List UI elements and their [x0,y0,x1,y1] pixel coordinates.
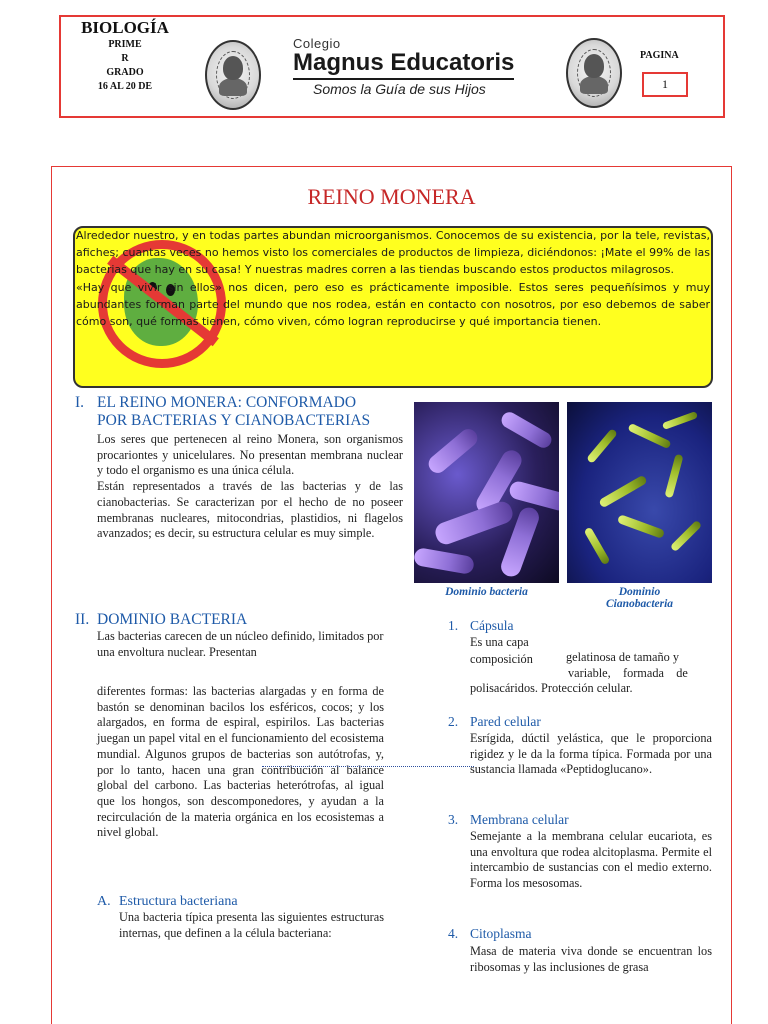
structure-1-line-2b: gelatinosa de tamaño y [566,650,680,664]
school-seal-left-icon [205,40,261,110]
section-1-heading-line-1: EL REINO MONERA: CONFORMADO [97,394,357,411]
section-1-body [97,432,403,542]
cyanobacteria-image [567,402,712,583]
structure-2-text: Esrígida, dúctil yelástica, que le proporciona rigidez y le da la forma típica. Formada por una sustancia llamada «Peptidoglucano». [470,731,712,777]
school-seal-right-icon [566,38,622,108]
school-prefix: Colegio [293,36,341,51]
grade-line-3: GRADO [106,67,144,78]
page-title: REINO MONERA [307,184,476,209]
school-name: Magnus Educatoris [293,49,514,80]
school-slogan: Somos la Guía de sus Hijos [313,81,486,97]
section-1-paragraph-2: Están representados a través de las bacterias y de las cianobacterias. Se caracterizan por el hecho de no poseer membranas nucleares, mitocondrias, plastidios, ni flagelos avanzados; es decir, su estructura celular es muy simple. [97,479,403,541]
structure-3-text: Semejante a la membrana celular eucariota, es una envoltura que rodea alcitoplasma. Permite el intercambio de sustancias con el medio externo. Forma los mesosomas. [470,829,712,891]
intro-paragraph-1: Alrededor nuestro, y en todas partes abundan microorganismos. Conocemos de su existencia, por la tele, revistas, afiches; cuantas veces no hemos visto los comerciales de productos de limpieza, diciéndonos: ¡Mate el 99% de las bacterias que hay en su casa! Y nuestras madres corren a las tiendas buscando estos productos milagrosos. [76,229,710,277]
intro-text [76,227,710,330]
subsection-a-heading: Estructura bacteriana [119,894,238,909]
subject-block [60,18,190,94]
structure-4-number: 4. [448,926,459,941]
section-1-paragraph-1: Los seres que pertenecen al reino Monera, son organismos procariontes y unicelulares. No presentan membrana nuclear y todo el organismo es una única célula. [97,432,403,478]
page-number: 1 [642,72,688,97]
subject-title: BIOLOGÍA [81,18,169,37]
structure-1-line-3: variable, formada de [568,666,688,680]
caption-cyanobacteria-line-1: Dominio [618,586,661,598]
page-label: PAGINA [640,50,679,61]
grade-line-2: R [121,53,129,64]
section-1-number: I. [75,394,85,411]
caption-cyanobacteria-line-2: Cianobacteria [605,598,674,610]
structure-3-name: Membrana celular [470,812,569,827]
section-1-heading-line-2: POR BACTERIAS Y CIANOBACTERIAS [97,412,371,429]
structure-1-line-1: Es una capa [470,635,529,649]
structure-4-text: Masa de materia viva donde se encuentran los ribosomas y las inclusiones de grasa [470,944,712,974]
dates-line: 16 AL 20 DE [97,81,153,92]
structure-1-line-4: polisacáridos. Protección celular. [470,681,633,695]
grade-line-1: PRIME [108,39,142,50]
intro-paragraph-2: «Hay que vivir sin ellos» nos dicen, pero eso es prácticamente imposible. Estos seres pequeñísimos y muy abundantes forman parte del mundo que nos rodea, están en contacto con nosotros, por eso debemos de saber cómo son, qué formas tienen, cómo viven, cómo logran reproducirse y qué importancia tienen. [76,280,710,329]
caption-cyanobacteria [567,586,712,610]
structure-3-number: 3. [448,812,459,827]
section-2-paragraph-2: diferentes formas: las bacterias alargadas y en forma de bastón se denominan bacilos los esféricos, cocos; y los alargados, en forma de espiral, espirilos. Las bacterias juegan un papel vital en el funcionamiento del ecosistema mundial. Algunos grupos de bacterias son autótrofas, y, por lo tanto, hacen una gran contribución al balance global del carbono. Las bacterias heterótrofas, al igual que los hongos, son descomponedores, y ayudan a la recirculación de la materia orgánica en los ecosistemas a nivel global. [97,684,384,840]
bacteria-image [414,402,559,583]
section-1-heading [97,394,417,430]
section-2-number: II. [75,611,90,628]
section-2-heading: DOMINIO BACTERIA [97,611,248,628]
structure-4-name: Citoplasma [470,926,532,941]
structure-1-line-2a: composición [470,652,533,666]
subsection-a-letter: A. [97,894,111,909]
dotted-divider [262,766,474,767]
section-2-paragraph-1: Las bacterias carecen de un núcleo definido, limitados por una envoltura nuclear. Presentan [97,629,384,659]
structure-1-number: 1. [448,618,459,633]
structure-2-number: 2. [448,714,459,729]
structure-2-name: Pared celular [470,714,541,729]
structure-1-name: Cápsula [470,618,514,633]
subsection-a-text: Una bacteria típica presenta las siguientes estructuras internas, que definen a la célula bacteriana: [119,910,384,940]
caption-bacteria: Dominio bacteria [445,586,528,598]
